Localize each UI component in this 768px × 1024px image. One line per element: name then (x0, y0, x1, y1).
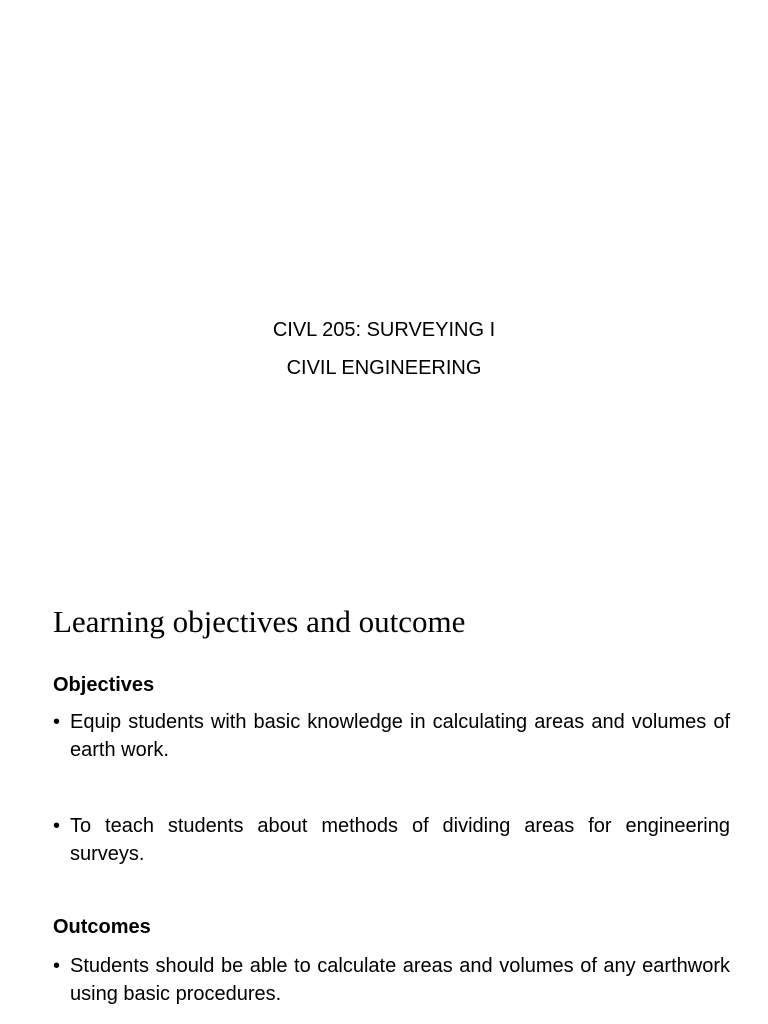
outcome-text: Students should be able to calculate areas and volumes of any earthwork using basic procedures. (70, 955, 730, 1005)
course-title: CIVL 205: SURVEYING I (272, 319, 496, 341)
objective-text: Equip students with basic knowledge in calculating areas and volumes of earth work. (70, 711, 730, 761)
objective-text: To teach students about methods of dividing areas for engineering surveys. (70, 815, 730, 865)
title-block (0, 311, 768, 387)
outcomes-label: Outcomes (53, 916, 151, 938)
bullet-icon: • (53, 815, 61, 837)
objectives-slide (0, 577, 768, 1024)
objective-item (53, 812, 730, 868)
bullet-icon: • (53, 955, 61, 977)
objective-item (53, 708, 730, 764)
bullet-icon: • (53, 711, 61, 733)
outcome-item (53, 952, 730, 1008)
objectives-label: Objectives (53, 674, 155, 696)
slide-heading: Learning objectives and outcome (53, 604, 466, 639)
department-title: CIVIL ENGINEERING (286, 357, 482, 379)
